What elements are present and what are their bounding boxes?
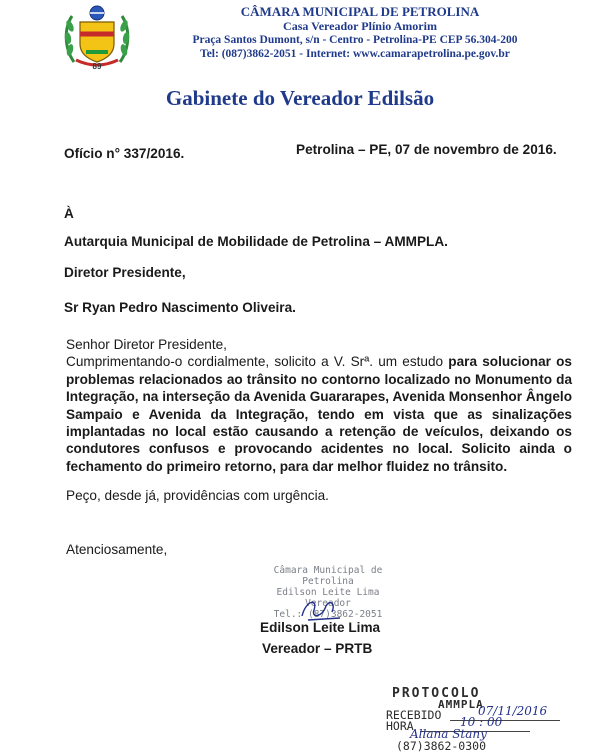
farewell: Atenciosamente, (66, 542, 168, 557)
salutation: Senhor Diretor Presidente, (66, 337, 227, 352)
hour-label: HORA (386, 719, 414, 733)
signatory-name: Edilson Leite Lima (260, 620, 381, 635)
recipient-agency: Autarquia Municipal de Mobilidade de Petrolina – AMMPLA. (64, 234, 448, 249)
crest-label: 89 (92, 62, 102, 71)
request-paragraph (66, 353, 572, 475)
stamp-name: Edilson Leite Lima (276, 587, 380, 598)
stamp-phone: Tel.: (87)3862-2051 (273, 609, 383, 620)
office-contact: Tel: (087)3862-2051 - Internet: www.camarapetrolina.pe.gov.br (200, 48, 510, 60)
request-intro: Cumprimentando-o cordialmente, solicito a V. Srª. um estudo (66, 354, 449, 370)
protocol-heading: PROTOCOLO (392, 686, 481, 701)
page-title: Gabinete do Vereador Edilsão (165, 86, 435, 110)
signatory-title: Vereador – PRTB (262, 641, 373, 656)
protocol-agency: AMMPLA (438, 698, 484, 711)
office-name: Casa Vereador Plínio Amorim (283, 19, 437, 33)
letter-body (66, 336, 572, 475)
receiver-signature: Allana Stany (410, 727, 487, 741)
institution-name: CÂMARA MUNICIPAL DE PETROLINA (240, 4, 480, 19)
request-details: para solucionar os problemas relacionados ao trânsito no contorno localizado no Monumento da Integração, na interseção da Avenida Guararapes, Avenida Monsenhor Ângelo Sampaio e Avenida da Integração, tendo em vista que as sinalizações implantadas no local estão causando a retenção de veículos, deixando os condutores confusos e provocando acidentes no local. Solicito ainda o fechamento do primeiro retorno, para dar melhor fluidez no trânsito. (66, 354, 572, 474)
office-address: Praça Santos Dumont, s/n - Centro - Petrolina-PE CEP 56.304-200 (192, 34, 518, 46)
recipient-role: Diretor Presidente, (64, 265, 186, 280)
recipient-name: Sr Ryan Pedro Nascimento Oliveira. (64, 300, 296, 315)
recipient-to: À (64, 206, 74, 221)
urgency-request: Peço, desde já, providências com urgência. (66, 488, 329, 503)
place-date: Petrolina – PE, 07 de novembro de 2016. (296, 142, 557, 157)
hour-value: 10 : 00 (460, 715, 503, 729)
document-number: Ofício n° 337/2016. (64, 146, 185, 161)
stamp-institution: Câmara Municipal de Petrolina (273, 565, 383, 587)
received-label: RECEBIDO (386, 708, 442, 722)
protocol-phone: (87)3862-0300 (396, 739, 487, 753)
received-date: 07/11/2016 (478, 704, 548, 718)
stamp-role: Vereador (305, 598, 351, 609)
